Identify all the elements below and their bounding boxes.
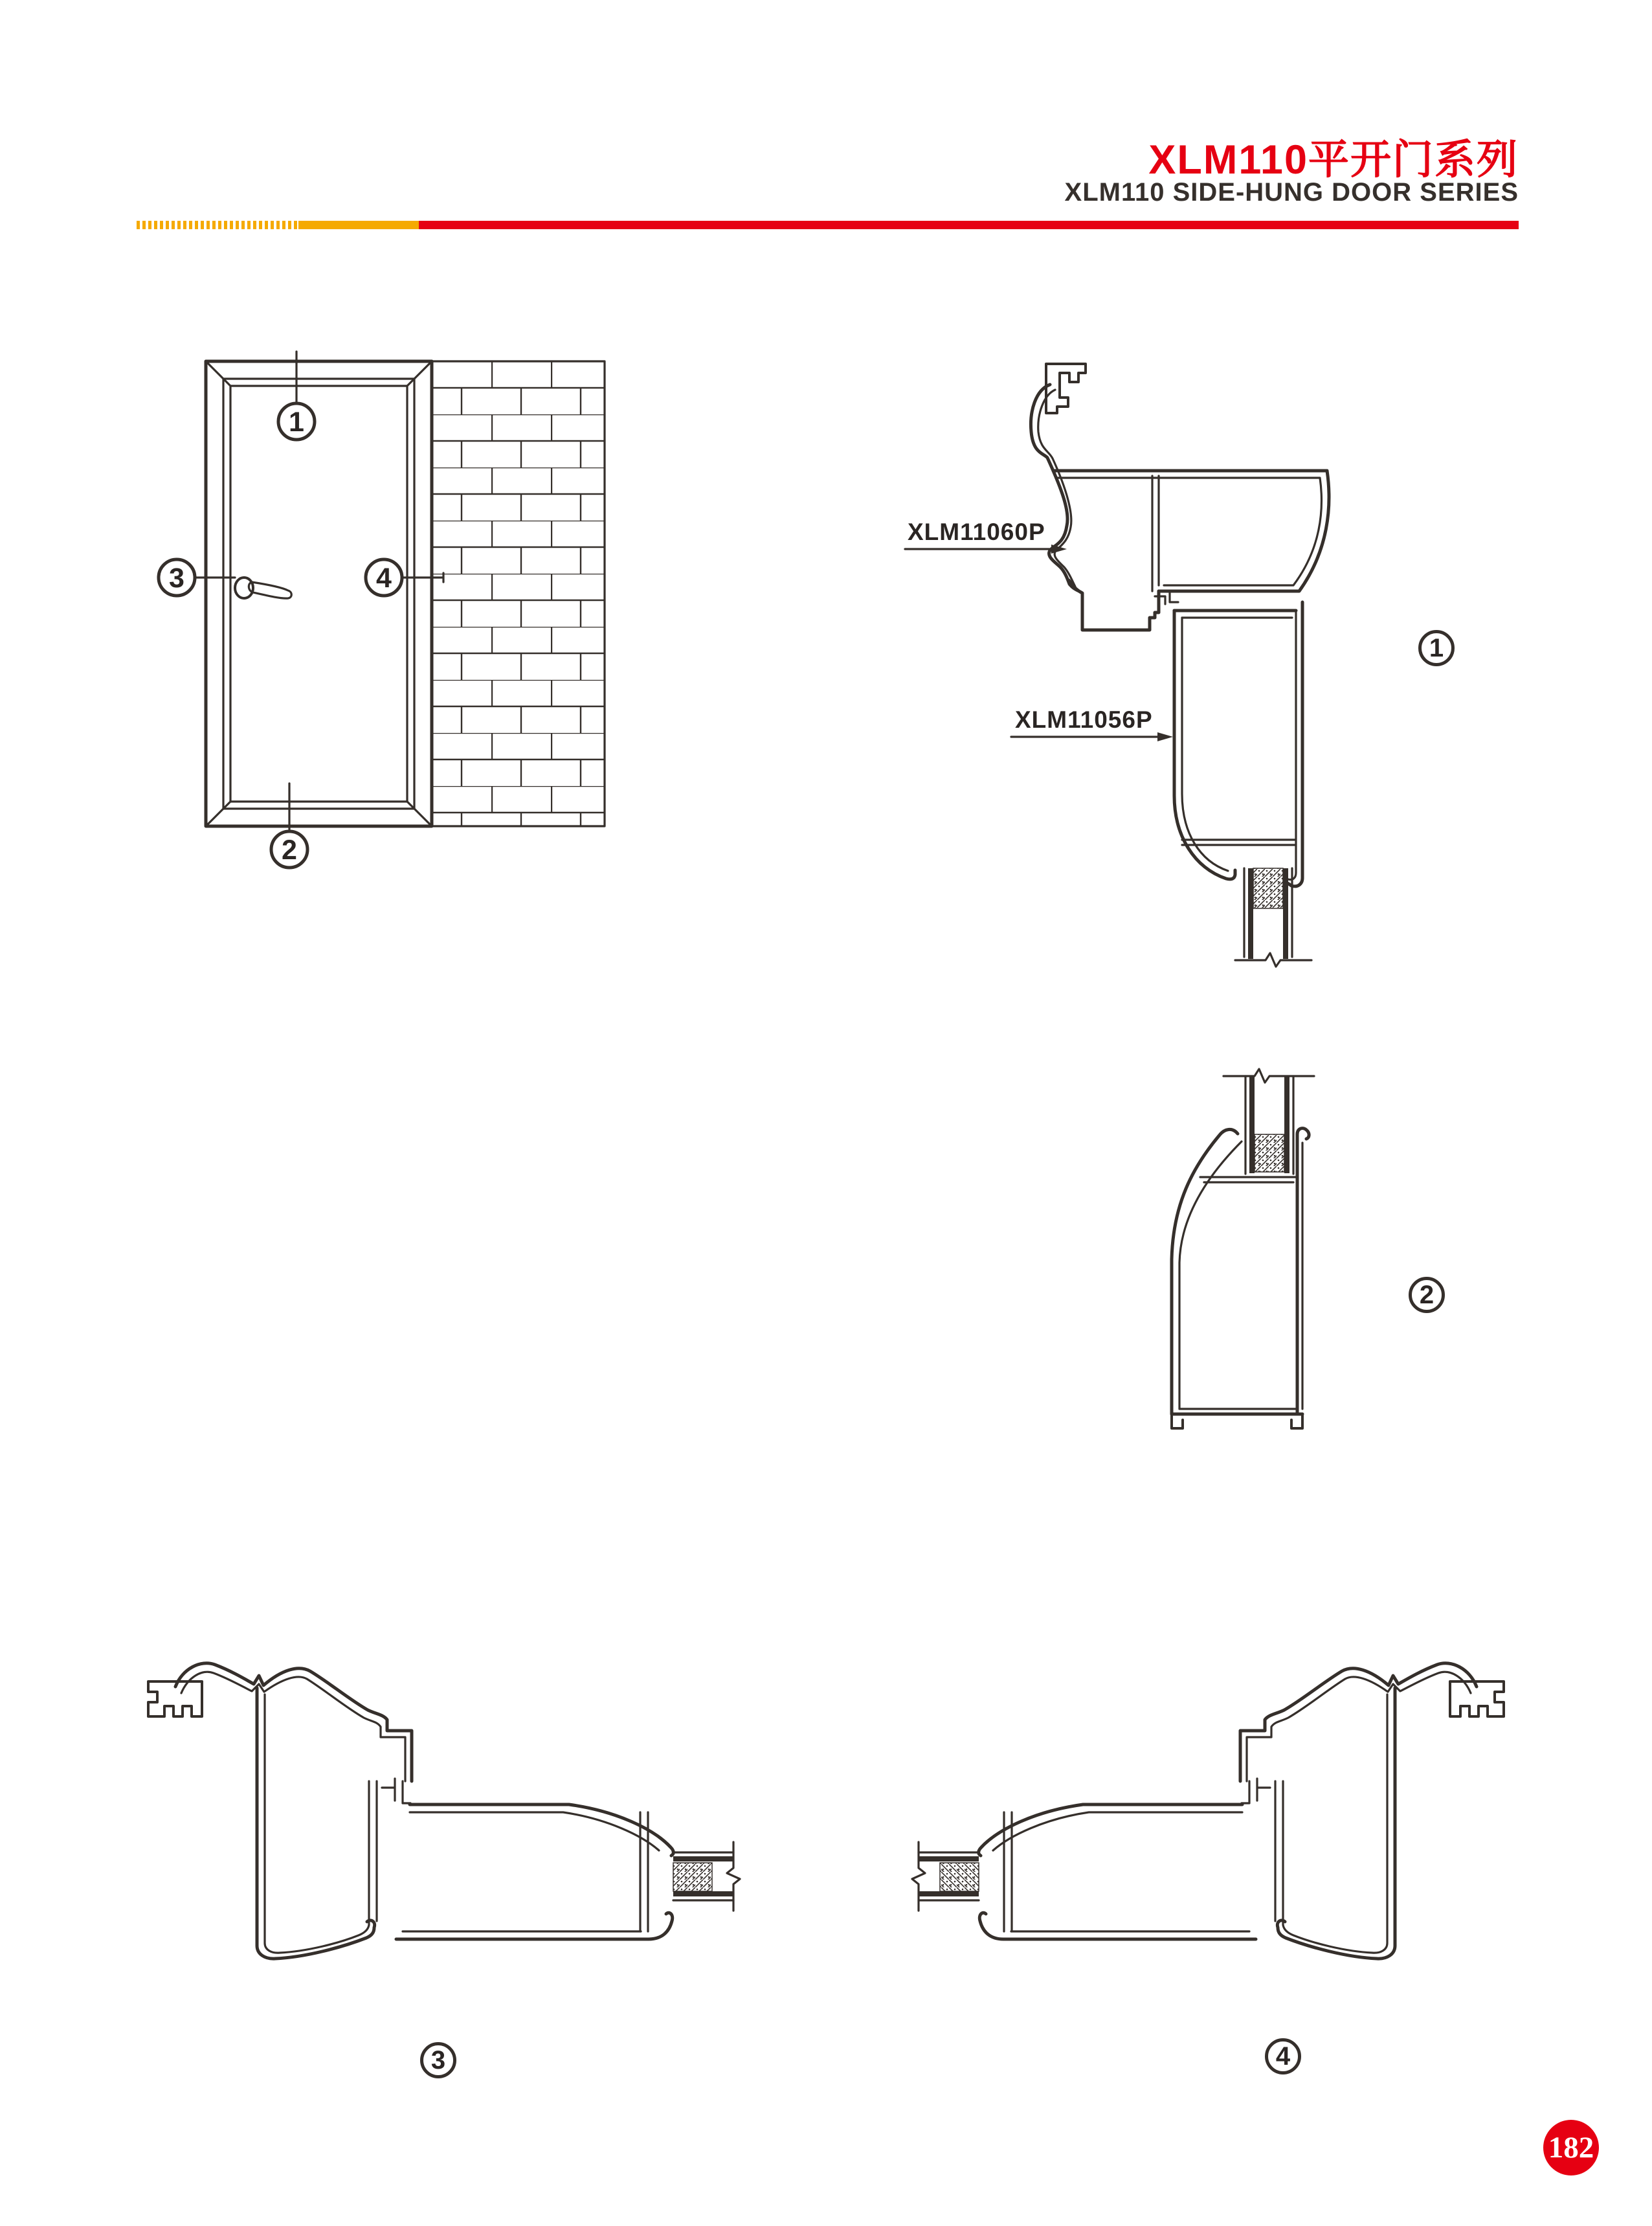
glass-break-line [1235,953,1312,967]
door-elevation-drawing [139,346,634,884]
elevation-callout-2-number: 2 [282,835,297,866]
label-leaf-profile [1011,706,1173,741]
section-4-number: 4 [1275,2041,1291,2071]
section-4-callout [1265,2038,1301,2074]
section-3-jamb-drawing [136,1654,751,1978]
rule-dashed-segment [137,221,298,229]
brick-wall [432,361,605,826]
elevation-callout-1-number: 1 [289,407,304,438]
page-title: XLM110平开门系列 [1148,137,1519,183]
section-2-number: 2 [1419,1280,1434,1309]
rail-feet [1172,1414,1302,1428]
page-number: 182 [1548,2131,1594,2164]
section-2-sill-drawing [1152,1065,1515,1454]
section-2-callout [1409,1277,1445,1313]
rule-yellow-segment [298,221,419,229]
section-1-head-drawing [900,356,1463,1010]
door-frame-elevation [206,361,432,826]
section-3-callout [420,2042,456,2078]
label-frame-profile [905,519,1067,554]
glass-break-line [1223,1069,1314,1083]
elevation-callout-3-number: 3 [169,563,184,594]
glass-unit [1223,1069,1314,1174]
section-3-number: 3 [430,2045,446,2074]
leaf-stile-profile [396,1804,673,1939]
section-1-callout [1418,630,1455,666]
frame-jamb-profile [175,1663,412,1959]
elevation-callout-1 [278,352,315,440]
page-subtitle: XLM110 SIDE-HUNG DOOR SERIES [1064,178,1519,207]
elevation-callout-4-number: 4 [376,563,392,594]
door-handle [235,578,291,598]
frame-profile-label: XLM11060P [908,519,1045,545]
leaf-bottom-rail-profile [1172,1129,1309,1428]
page-number-badge [1543,2120,1599,2175]
header-rule [137,221,1519,229]
section-4-jamb-drawing [901,1654,1516,1978]
leaf-top-rail-profile [1174,602,1302,886]
frame-anchor-clip [1046,364,1086,413]
section-1-number: 1 [1429,633,1444,662]
leaf-profile-label: XLM11056P [1015,706,1153,733]
rule-red-segment [419,221,1519,229]
frame-head-profile [1031,385,1329,630]
glass-unit [673,1842,740,1911]
